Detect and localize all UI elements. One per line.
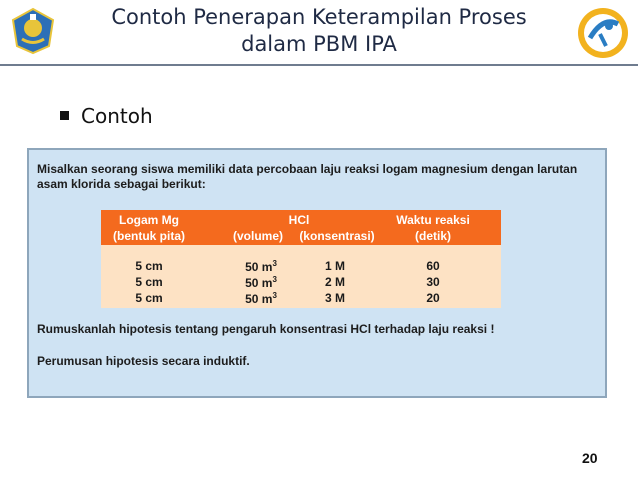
col-logam-header: Logam Mg (119, 213, 179, 227)
col-hcl-header: HCl (288, 213, 310, 227)
cell-logam: 5 cm (135, 291, 163, 305)
bullet-label: Contoh (81, 104, 153, 128)
intro-text: Misalkan seorang siswa memiliki data percobaan laju reaksi logam magnesium dengan larutan asam klorida sebagai berikut: (37, 162, 578, 191)
bullet-item (60, 104, 153, 128)
cell-volume: 50 $m^3$ (245, 275, 277, 290)
title-line-1: Contoh Penerapan Keterampilan Proses (111, 5, 527, 29)
header-divider (0, 64, 638, 66)
cell-volume: 50 $m^3$ (245, 259, 277, 274)
cell-konsentrasi: 2 M (324, 275, 345, 289)
title-line-2: dalam PBM IPA (241, 32, 397, 56)
cell-waktu: 30 (426, 275, 440, 289)
question-text: Rumuskanlah hipotesis tentang pengaruh konsentrasi HCl terhadap laju reaksi ! (37, 322, 495, 336)
cell-volume: 50 $m^3$ (245, 291, 277, 306)
table-header (101, 210, 501, 245)
cell-konsentrasi: 3 M (324, 291, 345, 305)
tut-wuri-logo-icon (576, 6, 630, 60)
cell-logam: 5 cm (135, 259, 163, 273)
col-volume-subheader: (volume) (232, 229, 283, 243)
page-number: 20 (582, 450, 598, 466)
cell-waktu: 60 (426, 259, 440, 273)
cell-logam: 5 cm (135, 275, 163, 289)
col-konsentrasi-subheader: (konsentrasi) (299, 229, 375, 243)
cell-konsentrasi: 1 M (324, 259, 345, 273)
cell-waktu: 20 (426, 291, 440, 305)
slide-title (80, 4, 558, 58)
col-logam-subheader: (bentuk pita) (113, 229, 185, 243)
square-bullet-icon (60, 111, 69, 120)
note-text: Perumusan hipotesis secara induktif. (37, 354, 250, 368)
slide-header (0, 0, 638, 64)
col-waktu-header: Waktu reaksi (396, 213, 470, 227)
data-table (101, 210, 501, 308)
ministry-logo-icon (8, 6, 58, 56)
col-waktu-subheader: (detik) (415, 229, 451, 243)
example-panel (27, 148, 607, 398)
